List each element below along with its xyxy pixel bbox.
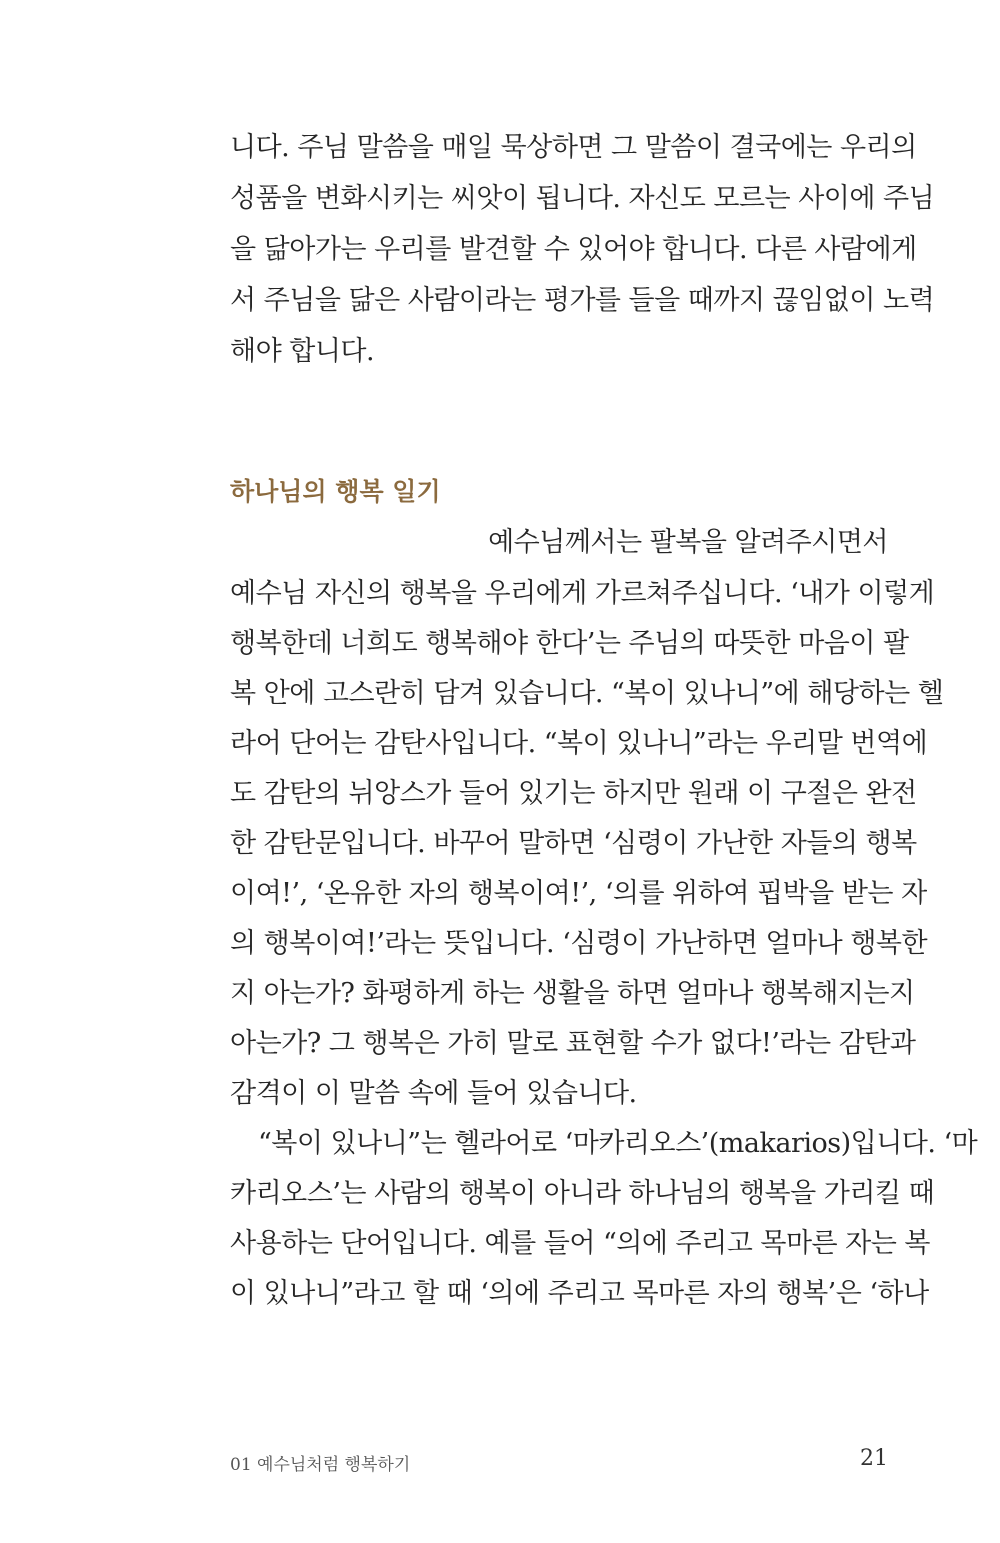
paragraph-line: 예수님께서는 팔복을 알려주시면서 [488,527,888,558]
paragraph-line: 사용하는 단어입니다. 예를 들어 “의에 주리고 목마른 자는 복 [230,1228,931,1259]
paragraph-line: 니다. 주님 말씀을 매일 묵상하면 그 말씀이 결국에는 우리의 [230,132,917,163]
paragraph-line: 라어 단어는 감탄사입니다. “복이 있나니”라는 우리말 번역에 [230,728,928,759]
paragraph-line: 한 감탄문입니다. 바꾸어 말하면 ‘심령이 가난한 자들의 행복 [230,828,917,859]
paragraph-line: 카리오스’는 사람의 행복이 아니라 하나님의 행복을 가리킬 때 [230,1178,935,1209]
chapter-footer: 01 예수님처럼 행복하기 [230,1455,411,1475]
paragraph-line: 성품을 변화시키는 씨앗이 됩니다. 자신도 모르는 사이에 주님 [230,183,935,214]
paragraph-line: 도 감탄의 뉘앙스가 들어 있기는 하지만 원래 이 구절은 완전 [230,778,917,809]
paragraph-line: 아는가? 그 행복은 가히 말로 표현할 수가 없다!’라는 감탄과 [230,1028,916,1059]
paragraph-line: 이 있나니”라고 할 때 ‘의에 주리고 목마른 자의 행복’은 ‘하나 [230,1278,929,1309]
paragraph-line: 지 아는가? 화평하게 하는 생활을 하면 얼마나 행복해지는지 [230,978,915,1009]
paragraph-line: 행복한데 너희도 행복해야 한다’는 주님의 따뜻한 마음이 팔 [230,628,909,659]
paragraph-line: 서 주님을 닮은 사람이라는 평가를 들을 때까지 끊임없이 노력 [230,285,935,316]
page-number: 21 [860,1446,888,1471]
paragraph-line: 해야 합니다. [230,336,375,367]
paragraph-line: 감격이 이 말씀 속에 들어 있습니다. [230,1078,637,1109]
paragraph-line: 을 닮아가는 우리를 발견할 수 있어야 합니다. 다른 사람에게 [230,234,917,265]
paragraph-line: “복이 있나니”는 헬라어로 ‘마카리오스’(makarios)입니다. ‘마 [258,1128,978,1159]
section-heading: 하나님의 행복 일기 [230,477,441,506]
paragraph-line: 의 행복이여!’라는 뜻입니다. ‘심령이 가난하면 얼마나 행복한 [230,928,928,959]
paragraph-line: 예수님 자신의 행복을 우리에게 가르쳐주십니다. ‘내가 이렇게 [230,578,935,609]
paragraph-line: 이여!’, ‘온유한 자의 행복이여!’, ‘의를 위하여 핍박을 받는 자 [230,878,927,909]
paragraph-line: 복 안에 고스란히 담겨 있습니다. “복이 있나니”에 해당하는 헬 [230,678,944,709]
